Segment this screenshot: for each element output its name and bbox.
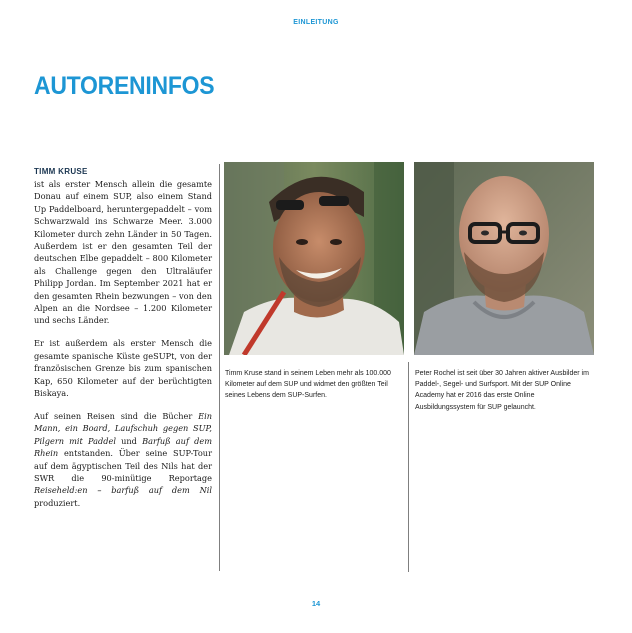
- bio-paragraph-3: [34, 410, 212, 509]
- page-number: 14: [311, 599, 321, 608]
- bio-text-1: Auf seinen Reisen sind die Bücher: [34, 410, 199, 421]
- documentary-title: Reiseheld:en – barfuß auf dem Nil: [34, 485, 212, 496]
- bio-text-2: und: [115, 435, 143, 446]
- page-title: AUTORENINFOS: [34, 72, 215, 100]
- peter-caption: Peter Rochel ist seit über 30 Jahren aktiver Ausbilder im Paddel-, Segel- und Surfsport. Mit der SUP Online Academy hat er 2016 das erste Online Ausbildungssystem für SUP gelauncht.: [415, 370, 589, 411]
- bio-paragraph-1: ist als erster Mensch allein die gesamte Donau auf einem SUP, also einem Stand Up Paddelboard, heruntergepaddelt – vom Schwarzwald ins Schwarze Meer. 3.000 Kilometer durch zehn Länder in 50 Tagen. Außerdem ist er den gesamten Teil der deutschen Elbe gepaddelt – 800 Kilometer als Challenge gegen den Ultraläufer Philipp Jordan. Im September 2021 hat er den gesamten Rhein bezwungen – von den Alpen an die Nordsee – 1.200 Kilometer und sechs Länder.: [34, 179, 212, 326]
- book-title-rhein: Barfuß auf dem Rhein: [34, 435, 212, 459]
- author-bio-column: [34, 167, 212, 520]
- bio-paragraph-2: Er ist außerdem als erster Mensch die gesamte spanische Küste geSUPt, von der französischen Grenze bis zum spanischen Kap, 650 Kilometer auf der berüchtigten Biskaya.: [34, 338, 212, 398]
- bio-text-3: entstanden. Über seine SUP-Tour auf dem ägyptischen Teil des Nils hat der SWR die 90-minütige Reportage: [34, 448, 212, 483]
- section-label: EINLEITUNG: [293, 19, 339, 26]
- book-titles: Ein Mann, ein Board, Laufschuh gegen SUP, Pilgern mit Paddel: [34, 410, 212, 446]
- author-name-heading: TIMM KRUSE: [34, 167, 88, 176]
- column-divider-2: [408, 362, 409, 572]
- peter-rochel-photo: [414, 162, 594, 355]
- timm-kruse-photo: [224, 162, 404, 355]
- bio-text-4: produziert.: [34, 497, 81, 508]
- timm-caption: Timm Kruse stand in seinem Leben mehr als 100.000 Kilometer auf dem SUP und widmet den größten Teil seines Lebens dem SUP-Surfen.: [225, 370, 391, 400]
- column-divider-1: [219, 164, 220, 571]
